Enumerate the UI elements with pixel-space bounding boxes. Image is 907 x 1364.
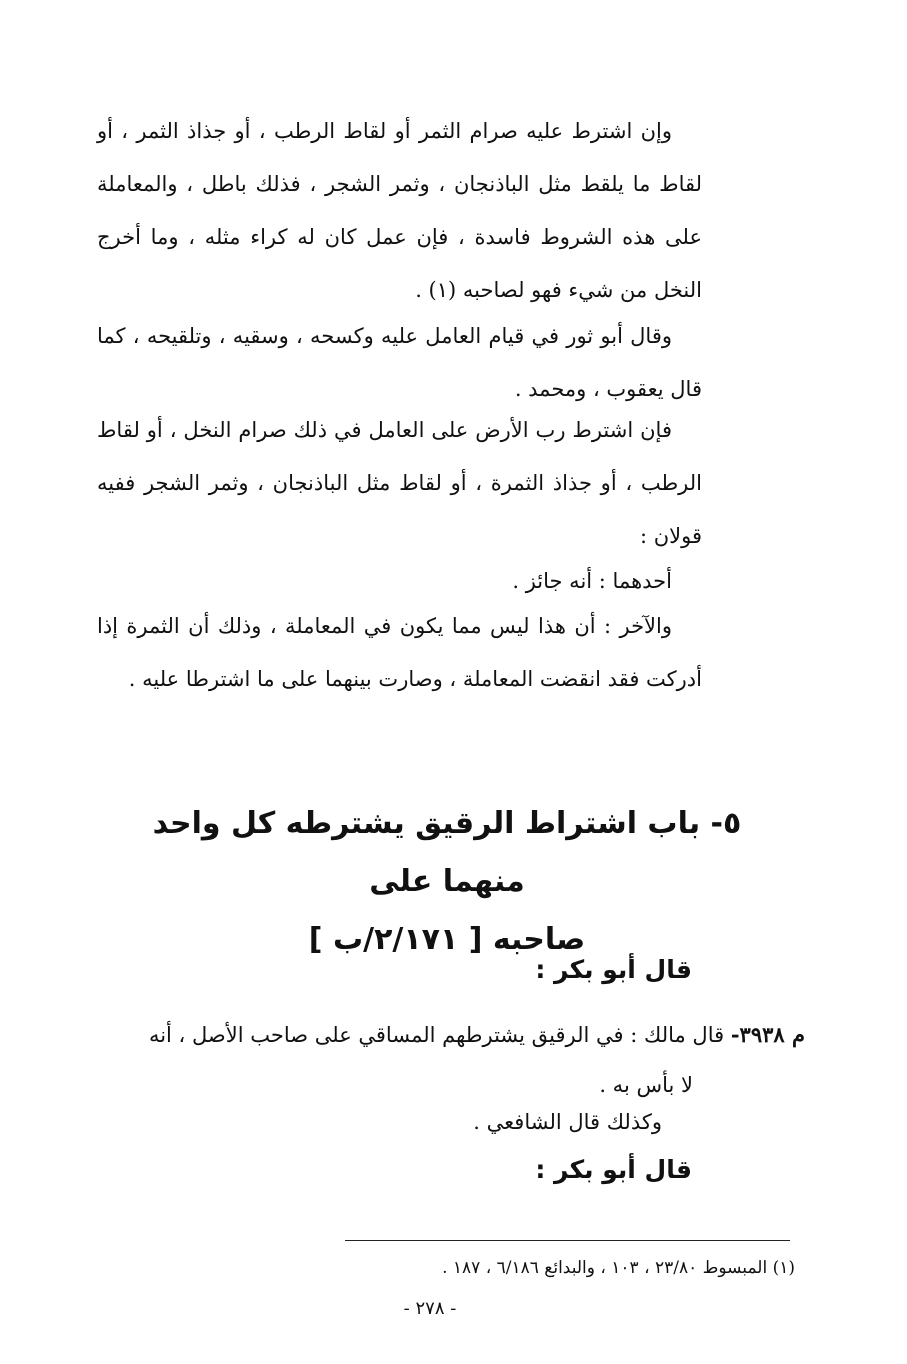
- entry-3938: [85, 1010, 805, 1110]
- abu-bakr-label-2: قال أبو بكر :: [535, 1155, 692, 1184]
- paragraph-conditions: وإن اشترط عليه صرام الثمر أو لقاط الرطب ، أو جذاذ الثمر ، أو لقاط ما يلقط مثل الباذنجان ، وثمر الشجر ، فذلك باطل ، والمعاملة على هذه الشروط فاسدة ، فإن عمل كان له كراء مثله ، وما أخرج النخل من شيء فهو لصاحبه (١) .: [97, 119, 702, 302]
- footnote: (١) المبسوط ٢٣/٨٠ ، ١٠٣ ، والبدائع ٦/١٨٦ ، ١٨٧ .: [442, 1258, 795, 1278]
- chapter-heading-line1: ٥- باب اشتراط الرقيق يشترطه كل واحد منهما على: [152, 806, 742, 899]
- abu-bakr-label: قال أبو بكر :: [535, 955, 692, 984]
- page-number: - ٢٧٨ -: [403, 1298, 457, 1319]
- chapter-heading: [137, 795, 757, 969]
- paragraph-first-opinion: أحدهما : أنه جائز .: [512, 569, 672, 593]
- footnote-divider: [345, 1240, 790, 1241]
- shafii-statement: وكذلك قال الشافعي .: [473, 1110, 662, 1134]
- entry-continuation: لا بأس به .: [599, 1073, 693, 1097]
- paragraph-second-opinion: والآخر : أن هذا ليس مما يكون في المعاملة ، وذلك أن الثمرة إذا أدركت فقد انقضت المعاملة ، وصارت بينهما على ما اشترطا عليه .: [97, 614, 702, 691]
- entry-text: قال مالك : في الرقيق يشترطهم المساقي على صاحب الأصل ، أنه: [148, 1023, 725, 1047]
- paragraph-two-opinions: فإن اشترط رب الأرض على العامل في ذلك صرام النخل ، أو لقاط الرطب ، أو جذاذ الثمرة ، أو لقاط مثل الباذنجان ، وثمر الشجر ففيه قولان :: [97, 418, 702, 548]
- chapter-heading-line2: صاحبه [ ٢/١٧١/ب ]: [308, 922, 586, 957]
- entry-number: م ٣٩٣٨-: [730, 1022, 805, 1047]
- paragraph-abu-thawr: وقال أبو ثور في قيام العامل عليه وكسحه ، وسقيه ، وتلقيحه ، كما قال يعقوب ، ومحمد .: [97, 324, 702, 401]
